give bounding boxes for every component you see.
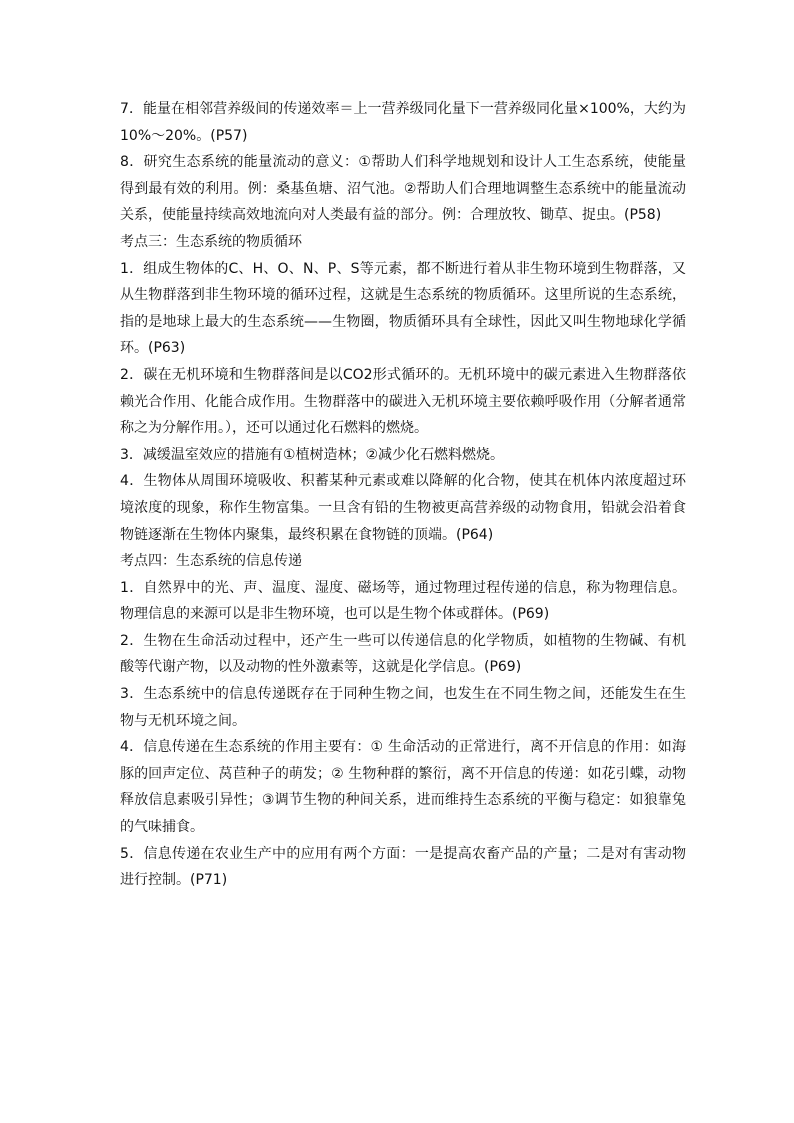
paragraph-energy-flow-significance: 8．研究生态系统的能量流动的意义：①帮助人们科学地规划和设计人工生态系统，使能量得到最有效的利用。例：桑基鱼塘、沼气池。②帮助人们合理地调整生态系统中的能量流动关系，使能量持续高效地流向对人类最有益的部分。例：合理放牧、锄草、捉虫。(P58) (120, 154, 686, 224)
section-heading-material-cycle: 考点三：生态系统的物质循环 (120, 233, 302, 250)
paragraph-physical-information: 1．自然界中的光、声、温度、湿度、磁场等，通过物理过程传递的信息，称为物理信息。物理信息的来源可以是非生物环境，也可以是生物个体或群体。(P69) (120, 579, 686, 623)
paragraph-energy-transfer-efficiency: 7．能量在相邻营养级间的传递效率＝上一营养级同化量下一营养级同化量×100%，大约为10%～20%。(P57) (120, 101, 686, 144)
paragraph-bioaccumulation: 4．生物体从周围环境吸收、积蓄某种元素或难以降解的化合物，使其在机体内浓度超过环境浓度的现象，称作生物富集。一旦含有铅的生物被更高营养级的动物食用，铅就会沿着食物链逐渐在生物体内聚集，最终积累在食物链的顶端。(P64) (120, 473, 686, 543)
paragraph-material-cycle-definition: 1．组成生物体的C、H、O、N、P、S等元素，都不断进行着从非生物环境到生物群落，又从生物群落到非生物环境的循环过程，这就是生态系统的物质循环。这里所说的生态系统，指的是地球上最大的生态系统——生物圈，物质循环具有全球性，因此又叫生物地球化学循环。(P63) (120, 260, 686, 357)
paragraph-carbon-cycle: 2．碳在无机环境和生物群落间是以CO2形式循环的。无机环境中的碳元素进入生物群落依赖光合作用、化能合成作用。生物群落中的碳进入无机环境主要依赖呼吸作用（分解者通常称之为分解作用。），还可以通过化石燃料的燃烧。 (120, 366, 686, 437)
paragraph-agricultural-application: 5．信息传递在农业生产中的应用有两个方面：一是提高农畜产品的产量；二是对有害动物进行控制。(P71) (120, 845, 686, 889)
section-heading-information-transfer: 考点四：生态系统的信息传递 (120, 553, 302, 570)
paragraph-information-scope: 3．生态系统中的信息传递既存在于同种生物之间，也发生在不同生物之间，还能发生在生物与无机环境之间。 (120, 686, 686, 729)
paragraph-greenhouse-measures: 3．减缓温室效应的措施有①植树造林；②减少化石燃料燃烧。 (120, 446, 505, 463)
document-page (120, 96, 686, 894)
paragraph-information-roles: 4．信息传递在生态系统的作用主要有：① 生命活动的正常进行，离不开信息的作用：如海豚的回声定位、莴苣种子的萌发；② 生物种群的繁衍，离不开信息的传递：如花引蝶，动物释放信息素吸引异性；③调节生物的种间关系，进而维持生态系统的平衡与稳定：如狼靠兔的气味捕食。 (120, 739, 686, 836)
paragraph-chemical-information: 2．生物在生命活动过程中，还产生一些可以传递信息的化学物质，如植物的生物碱、有机酸等代谢产物，以及动物的性外激素等，这就是化学信息。(P69) (120, 632, 686, 676)
